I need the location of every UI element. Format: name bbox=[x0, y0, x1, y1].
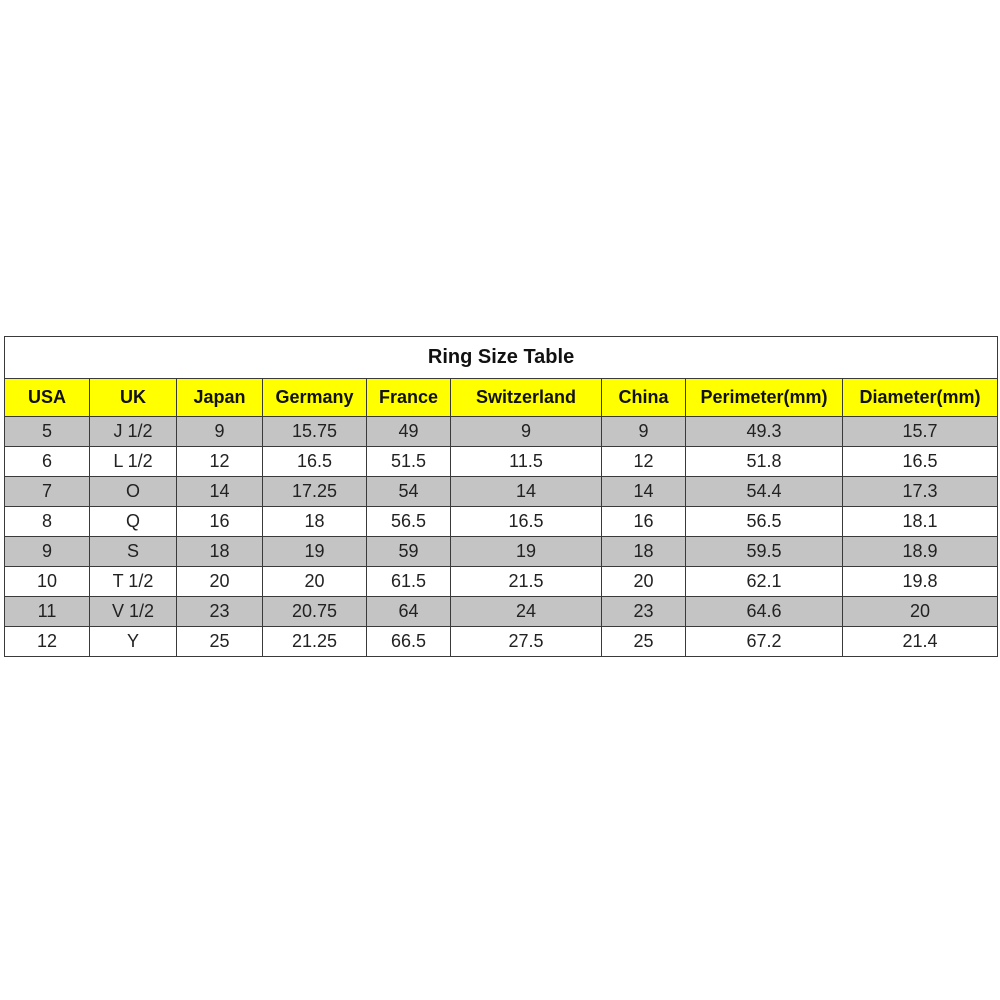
cell-germany: 17.25 bbox=[263, 477, 367, 507]
cell-diameter: 18.1 bbox=[843, 507, 998, 537]
cell-china: 20 bbox=[602, 567, 686, 597]
cell-usa: 12 bbox=[5, 627, 90, 657]
cell-uk: Y bbox=[90, 627, 177, 657]
cell-china: 12 bbox=[602, 447, 686, 477]
table-row bbox=[5, 507, 998, 537]
table-body bbox=[5, 417, 998, 657]
cell-switzerland: 27.5 bbox=[451, 627, 602, 657]
table-row bbox=[5, 537, 998, 567]
header-china: China bbox=[602, 379, 686, 417]
cell-japan: 16 bbox=[177, 507, 263, 537]
table-row bbox=[5, 567, 998, 597]
cell-diameter: 18.9 bbox=[843, 537, 998, 567]
cell-diameter: 19.8 bbox=[843, 567, 998, 597]
cell-france: 49 bbox=[367, 417, 451, 447]
cell-usa: 6 bbox=[5, 447, 90, 477]
cell-uk: T 1/2 bbox=[90, 567, 177, 597]
cell-diameter: 20 bbox=[843, 597, 998, 627]
cell-china: 16 bbox=[602, 507, 686, 537]
cell-germany: 19 bbox=[263, 537, 367, 567]
cell-china: 18 bbox=[602, 537, 686, 567]
cell-perimeter: 49.3 bbox=[686, 417, 843, 447]
column-header-row bbox=[5, 379, 998, 417]
cell-diameter: 21.4 bbox=[843, 627, 998, 657]
cell-germany: 15.75 bbox=[263, 417, 367, 447]
cell-japan: 9 bbox=[177, 417, 263, 447]
cell-france: 66.5 bbox=[367, 627, 451, 657]
ring-size-table bbox=[4, 336, 998, 657]
cell-diameter: 17.3 bbox=[843, 477, 998, 507]
header-germany: Germany bbox=[263, 379, 367, 417]
header-uk: UK bbox=[90, 379, 177, 417]
cell-diameter: 16.5 bbox=[843, 447, 998, 477]
cell-germany: 20.75 bbox=[263, 597, 367, 627]
cell-usa: 9 bbox=[5, 537, 90, 567]
cell-germany: 20 bbox=[263, 567, 367, 597]
header-diameter: Diameter(mm) bbox=[843, 379, 998, 417]
cell-switzerland: 14 bbox=[451, 477, 602, 507]
cell-germany: 18 bbox=[263, 507, 367, 537]
cell-perimeter: 62.1 bbox=[686, 567, 843, 597]
cell-usa: 11 bbox=[5, 597, 90, 627]
cell-japan: 12 bbox=[177, 447, 263, 477]
cell-japan: 23 bbox=[177, 597, 263, 627]
cell-switzerland: 19 bbox=[451, 537, 602, 567]
cell-perimeter: 51.8 bbox=[686, 447, 843, 477]
cell-perimeter: 54.4 bbox=[686, 477, 843, 507]
cell-switzerland: 24 bbox=[451, 597, 602, 627]
cell-uk: J 1/2 bbox=[90, 417, 177, 447]
cell-japan: 14 bbox=[177, 477, 263, 507]
cell-china: 23 bbox=[602, 597, 686, 627]
cell-china: 14 bbox=[602, 477, 686, 507]
header-france: France bbox=[367, 379, 451, 417]
table-row bbox=[5, 477, 998, 507]
table-row bbox=[5, 417, 998, 447]
table-row bbox=[5, 447, 998, 477]
cell-uk: V 1/2 bbox=[90, 597, 177, 627]
cell-perimeter: 67.2 bbox=[686, 627, 843, 657]
cell-switzerland: 16.5 bbox=[451, 507, 602, 537]
cell-japan: 20 bbox=[177, 567, 263, 597]
cell-usa: 10 bbox=[5, 567, 90, 597]
cell-japan: 18 bbox=[177, 537, 263, 567]
cell-france: 54 bbox=[367, 477, 451, 507]
cell-perimeter: 59.5 bbox=[686, 537, 843, 567]
table-row bbox=[5, 597, 998, 627]
cell-france: 59 bbox=[367, 537, 451, 567]
cell-uk: O bbox=[90, 477, 177, 507]
header-perimeter: Perimeter(mm) bbox=[686, 379, 843, 417]
table-title-row bbox=[5, 337, 998, 379]
table-title: Ring Size Table bbox=[5, 337, 998, 379]
cell-usa: 5 bbox=[5, 417, 90, 447]
cell-perimeter: 56.5 bbox=[686, 507, 843, 537]
cell-uk: Q bbox=[90, 507, 177, 537]
cell-switzerland: 9 bbox=[451, 417, 602, 447]
cell-france: 56.5 bbox=[367, 507, 451, 537]
cell-usa: 7 bbox=[5, 477, 90, 507]
header-switzerland: Switzerland bbox=[451, 379, 602, 417]
header-usa: USA bbox=[5, 379, 90, 417]
cell-germany: 16.5 bbox=[263, 447, 367, 477]
table-row bbox=[5, 627, 998, 657]
cell-uk: S bbox=[90, 537, 177, 567]
cell-france: 61.5 bbox=[367, 567, 451, 597]
cell-switzerland: 21.5 bbox=[451, 567, 602, 597]
cell-france: 51.5 bbox=[367, 447, 451, 477]
cell-perimeter: 64.6 bbox=[686, 597, 843, 627]
cell-china: 9 bbox=[602, 417, 686, 447]
cell-germany: 21.25 bbox=[263, 627, 367, 657]
cell-japan: 25 bbox=[177, 627, 263, 657]
header-japan: Japan bbox=[177, 379, 263, 417]
cell-uk: L 1/2 bbox=[90, 447, 177, 477]
cell-china: 25 bbox=[602, 627, 686, 657]
cell-usa: 8 bbox=[5, 507, 90, 537]
cell-switzerland: 11.5 bbox=[451, 447, 602, 477]
cell-france: 64 bbox=[367, 597, 451, 627]
cell-diameter: 15.7 bbox=[843, 417, 998, 447]
